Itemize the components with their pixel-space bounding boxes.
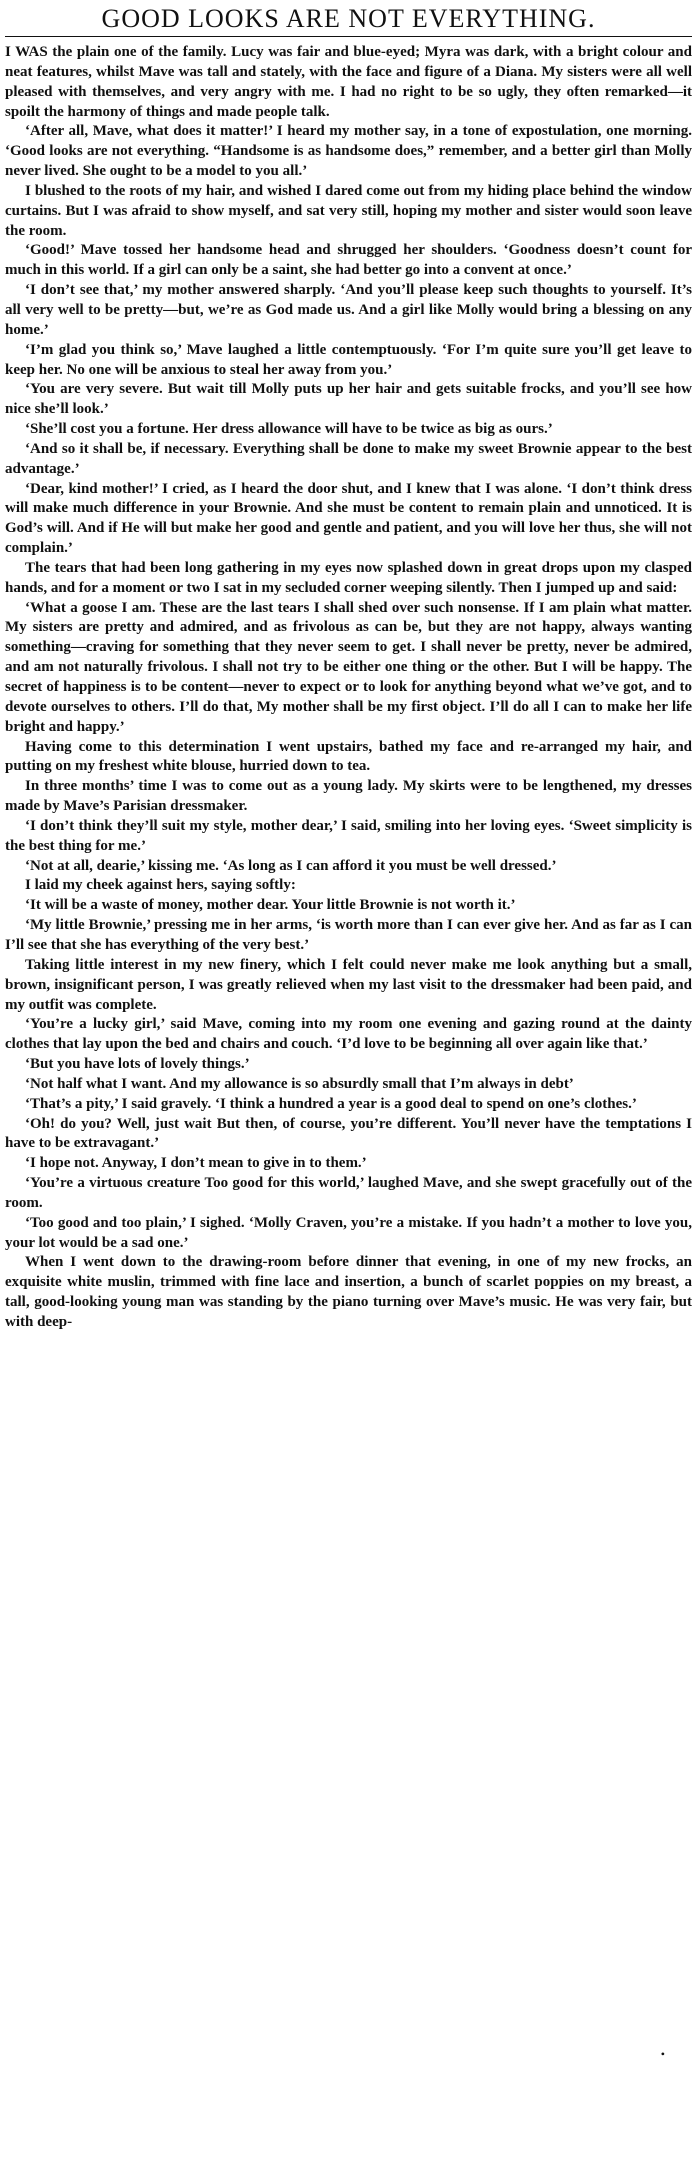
article-paragraph: Having come to this determination I went upstairs, bathed my face and re-arranged my hair, and putting on my freshest white blouse, hurried down to tea. (5, 738, 692, 775)
article-paragraph: ‘You are very severe. But wait till Molly puts up her hair and gets suitable frocks, and you’ll see how nice she’ll look.’ (5, 381, 692, 418)
article-paragraph: When I went down to the drawing-room before dinner that evening, in one of my new frocks, an exquisite white muslin, trimmed with fine lace and insertion, a bunch of scarlet poppies on my breast, a tall, good-looking young man was standing by the piano turning over Mave’s music. He was very fair, but with deep- (5, 1254, 692, 1330)
print-speck: • (660, 2047, 665, 2061)
article-paragraph: ‘But you have lots of lovely things.’ (25, 1056, 250, 1073)
article-paragraph: I laid my cheek against hers, saying softly: (25, 877, 296, 894)
headline-rule (5, 36, 692, 37)
article-body (5, 43, 692, 1333)
article-paragraph: ‘I hope not. Anyway, I don’t mean to give in to them.’ (25, 1155, 367, 1172)
article-paragraph: ‘I’m glad you think so,’ Mave laughed a little contemptuously. ‘For I’m quite sure you’ll get leave to keep her. No one will be anxious to steal her away from you.’ (5, 341, 692, 378)
article-paragraph: ‘Oh! do you? Well, just wait But then, of course, you’re different. You’ll never have the temptations I have to be extravagant.’ (5, 1115, 692, 1152)
article-paragraph: Taking little interest in my new finery, which I felt could never make me look anything but a small, brown, insignificant person, I was greatly relieved when my last visit to the dressmaker had been paid, and my outfit was complete. (5, 956, 692, 1013)
article-paragraph: ‘I don’t think they’ll suit my style, mother dear,’ I said, smiling into her loving eyes. ‘Sweet simplicity is the best thing for me.’ (5, 817, 692, 854)
article-paragraph: ‘What a goose I am. These are the last tears I shall shed over such nonsense. If I am plain what matter. My sisters are pretty and admired, and as frivolous as can be, but they are not happy, always wanting something—craving for something that they never seem to get. I shall never be pretty, never be admired, and am not naturally frivolous. I shall not try to be either one thing or the other. But I will be happy. The secret of happiness is to be content—never to expect or to look for anything beyond what we’ve got, and to devote ourselves to others. I’ll do that, My mother shall be my first object. I’ll do all I can to make her life bright and happy.’ (5, 599, 692, 735)
article-paragraph: ‘You’re a lucky girl,’ said Mave, coming into my room one evening and gazing round at the dainty clothes that lay upon the bed and chairs and couch. ‘I’d love to be beginning all over again like that.’ (5, 1016, 692, 1053)
article-paragraph: ‘And so it shall be, if necessary. Everything shall be done to make my sweet Brownie appear to the best advantage.’ (5, 440, 692, 477)
article-paragraph: ‘She’ll cost you a fortune. Her dress allowance will have to be twice as big as ours.’ (25, 421, 553, 438)
article-paragraph (5, 43, 692, 122)
article-headline: GOOD LOOKS ARE NOT EVERYTHING. (101, 4, 596, 33)
article-paragraph: ‘After all, Mave, what does it matter!’ I heard my mother say, in a tone of expostulation, one morning. ‘Good looks are not everything. “Handsome is as handsome does,” remember, and a better girl than Molly never lived. She ought to be a model to you all.’ (5, 123, 692, 180)
article-paragraph: ‘You’re a virtuous creature Too good for this world,’ laughed Mave, and she swept gracefully out of the room. (5, 1175, 692, 1211)
article-paragraph: ‘Not at all, dearie,’ kissing me. ‘As long as I can afford it you must be well dressed.’ (25, 857, 557, 874)
opening-words: I WAS (5, 44, 48, 60)
paragraph-text: the plain one of the family. Lucy was fair and blue-eyed; Myra was dark, with a bright colour and neat features, whilst Mave was tall and stately, with the face and figure of a Diana. My sisters were all well pleased with themselves, and very angry with me. I had no right to be so ugly, they often remarked—it spoilt the harmony of things and made people talk. (5, 44, 692, 120)
article-paragraph: I blushed to the roots of my hair, and wished I dared come out from my hiding place behind the window curtains. But I was afraid to show myself, and sat very still, hoping my mother and sister would soon leave the room. (5, 182, 692, 239)
article-paragraph: ‘That’s a pity,’ I said gravely. ‘I think a hundred a year is a good deal to spend on one’s clothes.’ (25, 1095, 637, 1112)
article-paragraph: The tears that had been long gathering in my eyes now splashed down in great drops upon my clasped hands, and for a moment or two I sat in my secluded corner weeping silently. Then I jumped up and said: (5, 559, 692, 596)
article-paragraph: ‘Dear, kind mother!’ I cried, as I heard the door shut, and I knew that I was alone. ‘I don’t think dress will make much difference in your Brownie. And she must be content to remain plain and unnoticed. It is God’s will. And if He will but make her good and gentle and patient, and you will love her thus, she will not complain.’ (5, 480, 692, 557)
article-paragraph: ‘It will be a waste of money, mother dear. Your little Brownie is not worth it.’ (25, 897, 516, 914)
article-paragraph: ‘Too good and too plain,’ I sighed. ‘Molly Craven, you’re a mistake. If you hadn’t a mother to love you, your lot would be a sad one.’ (5, 1214, 692, 1251)
article-paragraph: ‘I don’t see that,’ my mother answered sharply. ‘And you’ll please keep such thoughts to yourself. It’s all very well to be pretty—but, we’re as God made us. And a girl like Molly would bring a blessing on any home.’ (5, 282, 692, 338)
article-paragraph: ‘Not half what I want. And my allowance is so absurdly small that I’m always in debt’ (25, 1075, 574, 1092)
article-paragraph: ‘My little Brownie,’ pressing me in her arms, ‘is worth more than I can ever give her. And as far as I can I’ll see that she has everything of the very best.’ (5, 917, 692, 953)
article-paragraph: In three months’ time I was to come out as a young lady. My skirts were to be lengthened, my dresses made by Mave’s Parisian dressmaker. (5, 778, 692, 815)
article-paragraph: ‘Good!’ Mave tossed her handsome head and shrugged her shoulders. ‘Goodness doesn’t count for much in this world. If a girl can only be a saint, she had better go into a convent at once.’ (5, 242, 692, 279)
